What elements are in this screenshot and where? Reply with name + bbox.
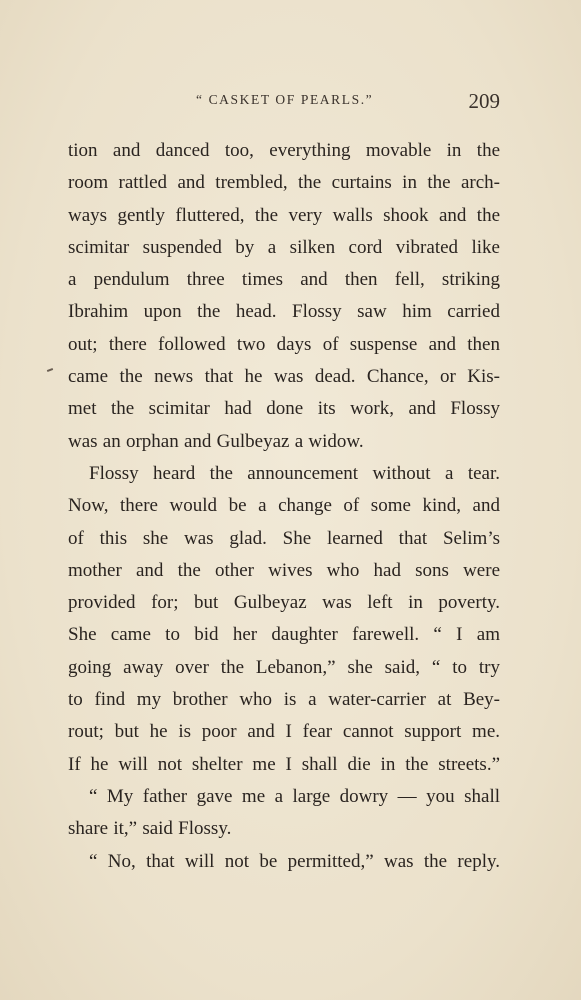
text-line: met the scimitar had done its work, and Flossy	[68, 398, 500, 420]
running-title: “ CASKET OF PEARLS.”	[196, 92, 374, 107]
text-line: “ No, that will not be permitted,” was the reply.	[89, 850, 500, 872]
text-line: rout; but he is poor and I fear cannot support me.	[68, 721, 500, 743]
text-line: “ My father gave me a large dowry — you shall	[89, 785, 500, 807]
running-head	[68, 89, 500, 119]
text-line: tion and danced too, everything movable in the	[68, 140, 500, 161]
text-line: was an orphan and Gulbeyaz a widow.	[68, 430, 364, 452]
body-text	[68, 135, 500, 878]
text-line: Ibrahim upon the head. Flossy saw him carried	[68, 301, 500, 323]
text-line: going away over the Lebanon,” she said, “ to try	[68, 656, 500, 678]
text-line: provided for; but Gulbeyaz was left in poverty.	[68, 592, 500, 614]
text-line: a pendulum three times and then fell, striking	[68, 269, 500, 291]
text-line: share it,” said Flossy.	[68, 818, 232, 840]
text-line: Now, there would be a change of some kind, and	[68, 495, 500, 517]
page-number: 209	[468, 89, 500, 113]
text-line: came the news that he was dead. Chance, or Kis-	[68, 366, 500, 388]
text-line: ways gently fluttered, the very walls shook and the	[68, 204, 500, 226]
text-line: She came to bid her daughter farewell. “ I am	[68, 624, 500, 646]
margin-mark	[47, 368, 53, 372]
text-line: If he will not shelter me I shall die in the streets.”	[68, 753, 500, 775]
text-line: of this she was glad. She learned that Selim’s	[68, 527, 500, 549]
text-line: mother and the other wives who had sons were	[68, 559, 500, 581]
text-line: room rattled and trembled, the curtains in the arch-	[68, 172, 500, 194]
text-line: out; there followed two days of suspense and then	[68, 333, 500, 355]
text-line: to find my brother who is a water-carrier at Bey-	[68, 689, 500, 711]
text-line: scimitar suspended by a silken cord vibrated like	[68, 236, 500, 258]
text-line: Flossy heard the announcement without a tear.	[89, 462, 500, 484]
